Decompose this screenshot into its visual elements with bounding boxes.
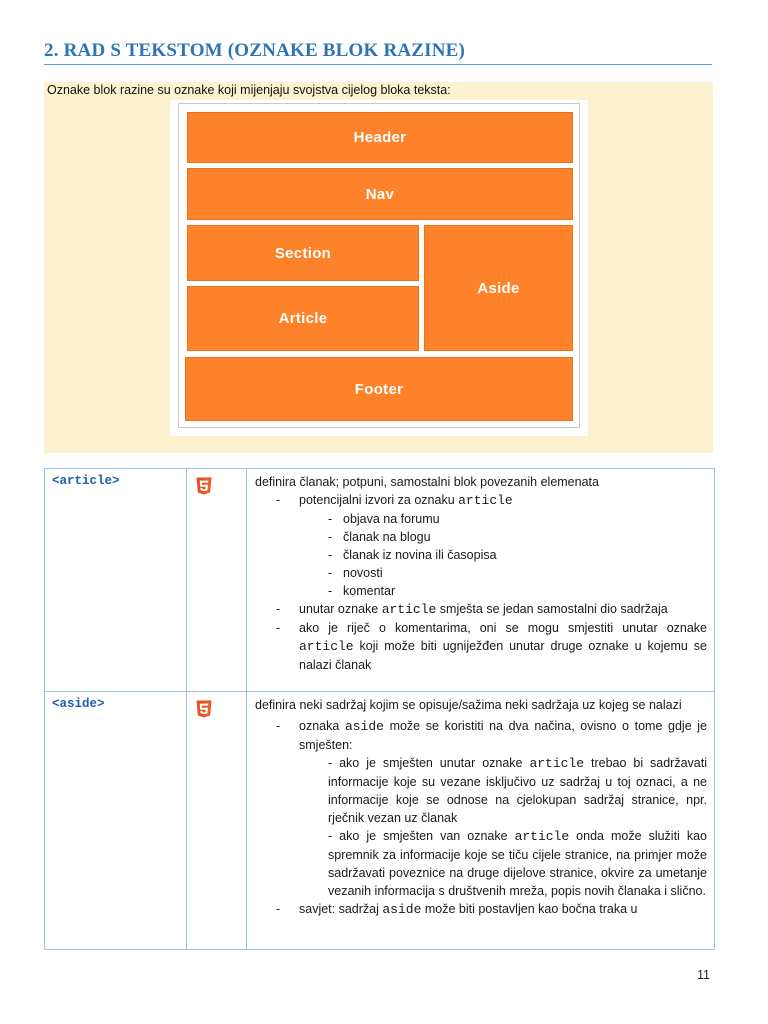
tag-cell (45, 469, 187, 692)
page-number: 11 (697, 968, 710, 982)
intro-box (44, 82, 713, 453)
list-item: - unutar oznake article smješta se jedan samostalni dio sadržaja (255, 600, 707, 619)
layout-diagram (170, 100, 588, 436)
list-item: - ako je smješten van oznake article onda može služiti kao spremnik za informacije koje se tiču cijele stranice, na primjer može sadržavati poveznice na druge dijelove stranice, okvire za umetanje vezanih informacija s društvenih mreža, popis novih članaka i slično. (328, 829, 707, 898)
list-item: - objava na forumu (255, 510, 707, 528)
aside-description-clip (247, 692, 714, 948)
title-underline (44, 64, 712, 65)
tag-cell (45, 692, 187, 950)
intro-text: Oznake blok razine su oznake koji mijenjaju svojstva cijelog bloka teksta: (47, 83, 451, 97)
diagram-article-block: Article (187, 286, 419, 351)
list-item: - članak na blogu (255, 528, 707, 546)
diagram-nav-block: Nav (187, 168, 573, 220)
diagram-footer-block: Footer (185, 357, 573, 421)
list-item: - potencijalni izvori za oznaku article (255, 491, 707, 510)
html5-icon (196, 477, 212, 495)
page-title: 2. RAD S TEKSTOM (OZNAKE BLOK RAZINE) (44, 40, 466, 61)
article-description (247, 469, 714, 678)
list-item: - ako je smješten unutar oznake article trebao bi sadržavati informacije koje su vezane isključivo uz sadržaj u toj oznaci, a ne informacije koje se odnose na cjelokupan sadržaj stranice, npr. rječnik vezan uz članak (328, 756, 707, 825)
description-cell (247, 692, 715, 950)
aside-description (247, 692, 714, 923)
description-cell (247, 469, 715, 692)
tag-name-article: <article> (52, 474, 120, 488)
list-item: - oznaka aside može se koristiti na dva načina, ovisno o tome gdje je smješten: (255, 717, 707, 754)
diagram-header-block: Header (187, 112, 573, 163)
table-row (45, 692, 715, 950)
list-item: - članak iz novina ili časopisa (255, 546, 707, 564)
diagram-aside-block: Aside (424, 225, 573, 351)
list-item: - novosti (255, 564, 707, 582)
tag-reference-table (44, 468, 715, 950)
list-item: - savjet: sadržaj aside može biti postavljen kao bočna traka u (255, 900, 707, 919)
list-item: - ako je riječ o komentarima, oni se mogu smjestiti unutar oznake article koji može biti ugniježđen unutar druge oznake u kojemu se nalazi članak (255, 619, 707, 674)
diagram-section-block: Section (187, 225, 419, 281)
html5-icon (196, 700, 212, 718)
layout-diagram-frame (178, 103, 580, 428)
icon-cell (187, 692, 247, 950)
table-row (45, 469, 715, 692)
definition-text: definira članak; potpuni, samostalni blok povezanih elemenata (255, 475, 599, 489)
tag-name-aside: <aside> (52, 697, 105, 711)
icon-cell (187, 469, 247, 692)
definition-text: definira neki sadržaj kojim se opisuje/sažima neki sadržaja uz kojeg se nalazi (255, 698, 682, 712)
list-item: - komentar (255, 582, 707, 600)
